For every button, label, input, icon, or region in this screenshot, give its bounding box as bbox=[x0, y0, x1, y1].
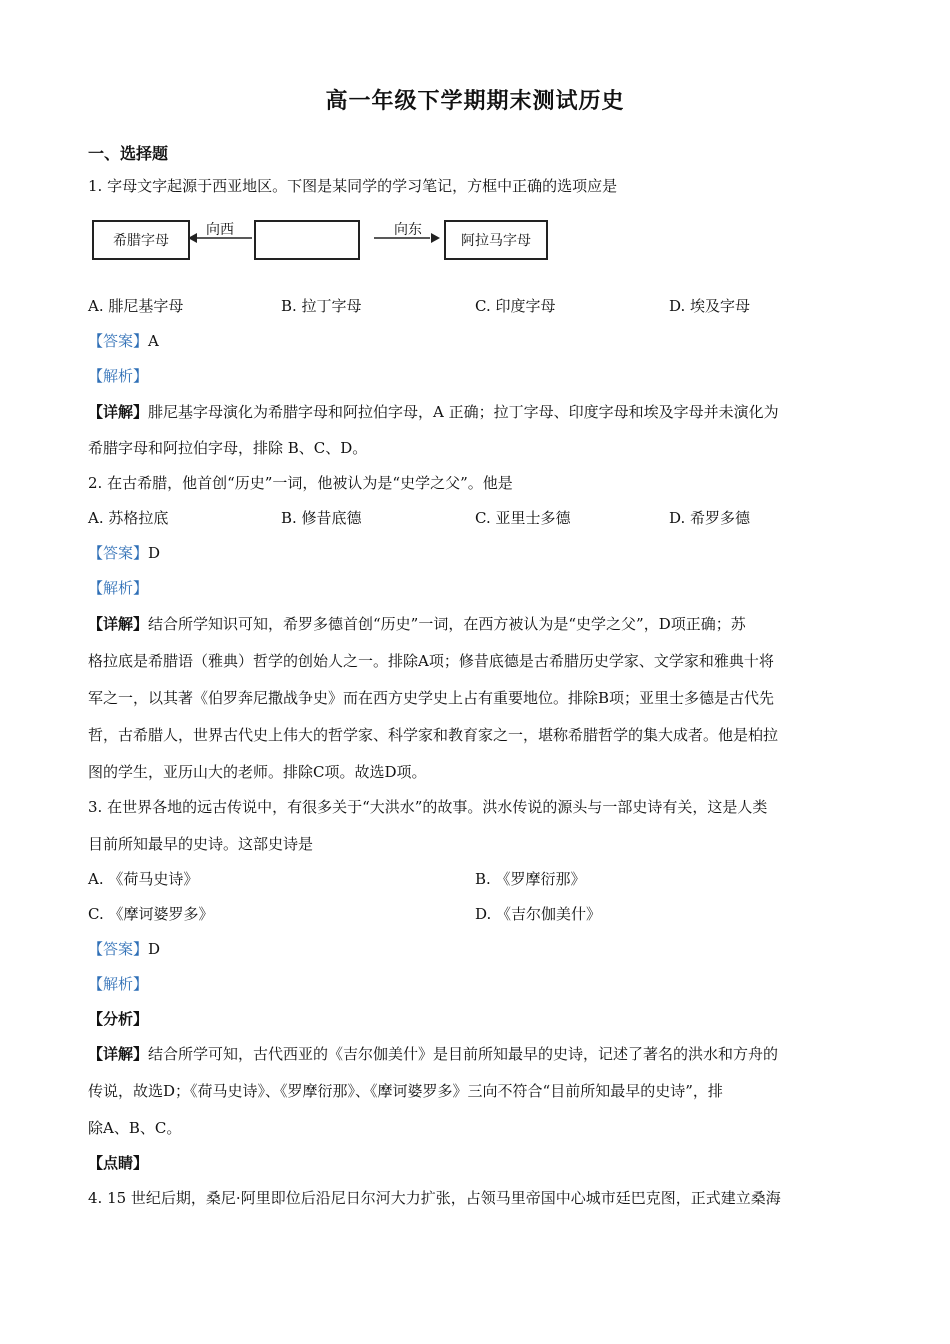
q1-detail-line-2: 希腊字母和阿拉伯字母，排除 B、C、D。 bbox=[88, 439, 368, 457]
q3-option-c: C. 《摩诃婆罗多》 bbox=[88, 905, 214, 923]
answer-value: A bbox=[148, 332, 159, 350]
q2-detail-line-3: 军之一，以其著《伯罗奔尼撒战争史》而在西方史学史上占有重要地位。排除B项；亚里士多德是古代先 bbox=[88, 689, 775, 707]
section-heading: 一、选择题 bbox=[88, 144, 169, 163]
question-2-stem: 2. 在古希腊，他首创“历史”一词，他被认为是“史学之父”。他是 bbox=[88, 474, 513, 492]
q1-detail-line-1 bbox=[88, 402, 779, 422]
q2-option-c: C. 亚里士多德 bbox=[475, 509, 571, 527]
diagram-label-east: 向东 bbox=[394, 222, 422, 238]
answer-tag: 【答案】 bbox=[88, 544, 149, 562]
q1-option-d: D. 埃及字母 bbox=[669, 297, 751, 315]
q3-option-b: B. 《罗摩衍那》 bbox=[475, 870, 586, 888]
q2-answer bbox=[88, 543, 160, 563]
q1-option-b: B. 拉丁字母 bbox=[281, 297, 362, 315]
q3-detail-line-2: 传说，故选D；《荷马史诗》、《罗摩衍那》、《摩诃婆罗多》三向不符合“目前所知最早的史诗”，排 bbox=[88, 1082, 723, 1100]
q3-fenxi-tag: 【分析】 bbox=[88, 1010, 149, 1028]
question-1-stem: 1. 字母文字起源于西亚地区。下图是某同学的学习笔记，方框中正确的选项应是 bbox=[88, 177, 618, 195]
diagram-box-greek: 希腊字母 bbox=[92, 220, 190, 260]
question-3-stem-2: 目前所知最早的史诗。这部史诗是 bbox=[88, 835, 314, 853]
q1-option-a: A. 腓尼基字母 bbox=[88, 297, 184, 315]
q1-option-c: C. 印度字母 bbox=[475, 297, 556, 315]
q2-option-a: A. 苏格拉底 bbox=[88, 509, 169, 527]
q3-analysis-tag: 【解析】 bbox=[88, 975, 149, 993]
answer-tag: 【答案】 bbox=[88, 940, 149, 958]
diagram-label-west: 向西 bbox=[206, 222, 234, 238]
q2-detail-line-4: 哲，古希腊人，世界古代史上伟大的哲学家、科学家和教育家之一，堪称希腊哲学的集大成者。他是柏拉 bbox=[88, 726, 779, 744]
arrow-right-icon bbox=[374, 231, 440, 245]
q3-option-d: D. 《吉尔伽美什》 bbox=[475, 905, 602, 923]
question-3-stem-1: 3. 在世界各地的远古传说中，有很多关于“大洪水”的故事。洪水传说的源头与一部史诗有关，这是人类 bbox=[88, 798, 768, 816]
q3-option-a: A. 《荷马史诗》 bbox=[88, 870, 199, 888]
arrow-left-icon bbox=[188, 231, 254, 245]
answer-value: D bbox=[148, 940, 161, 958]
q2-detail-line-1 bbox=[88, 614, 746, 634]
detail-text: 腓尼基字母演化为希腊字母和阿拉伯字母，A 正确；拉丁字母、印度字母和埃及字母并未演化为 bbox=[148, 403, 779, 421]
q3-detail-line-3: 除A、B、C。 bbox=[88, 1119, 182, 1137]
q3-answer bbox=[88, 939, 160, 959]
q3-dianjing-tag: 【点睛】 bbox=[88, 1154, 149, 1172]
detail-tag: 【详解】 bbox=[88, 615, 149, 633]
alphabet-diagram bbox=[88, 215, 558, 265]
detail-text: 结合所学可知，古代西亚的《吉尔伽美什》是目前所知最早的史诗，记述了著名的洪水和方舟的 bbox=[148, 1045, 779, 1063]
q2-detail-line-2: 格拉底是希腊语（雅典）哲学的创始人之一。排除A项；修昔底德是古希腊历史学家、文学家和雅典十将 bbox=[88, 652, 774, 670]
answer-tag: 【答案】 bbox=[88, 332, 149, 350]
q1-analysis-tag: 【解析】 bbox=[88, 367, 149, 385]
question-4-stem: 4. 15 世纪后期，桑尼·阿里即位后沿尼日尔河大力扩张，占领马里帝国中心城市廷巴克图，正式建立桑海 bbox=[88, 1189, 781, 1207]
q2-detail-line-5: 图的学生，亚历山大的老师。排除C项。故选D项。 bbox=[88, 763, 427, 781]
diagram-box-blank bbox=[254, 220, 360, 260]
q2-analysis-tag: 【解析】 bbox=[88, 579, 149, 597]
detail-tag: 【详解】 bbox=[88, 1045, 149, 1063]
detail-tag: 【详解】 bbox=[88, 403, 149, 421]
diagram-box-aramaic: 阿拉马字母 bbox=[444, 220, 548, 260]
q3-detail-line-1 bbox=[88, 1044, 778, 1064]
answer-value: D bbox=[148, 544, 161, 562]
q2-option-b: B. 修昔底德 bbox=[281, 509, 362, 527]
page-title: 高一年级下学期期末测试历史 bbox=[325, 89, 625, 114]
q2-option-d: D. 希罗多德 bbox=[669, 509, 751, 527]
q1-answer bbox=[88, 331, 159, 351]
detail-text: 结合所学知识可知，希罗多德首创“历史”一词，在西方被认为是“史学之父”，D项正确；苏 bbox=[148, 615, 746, 633]
